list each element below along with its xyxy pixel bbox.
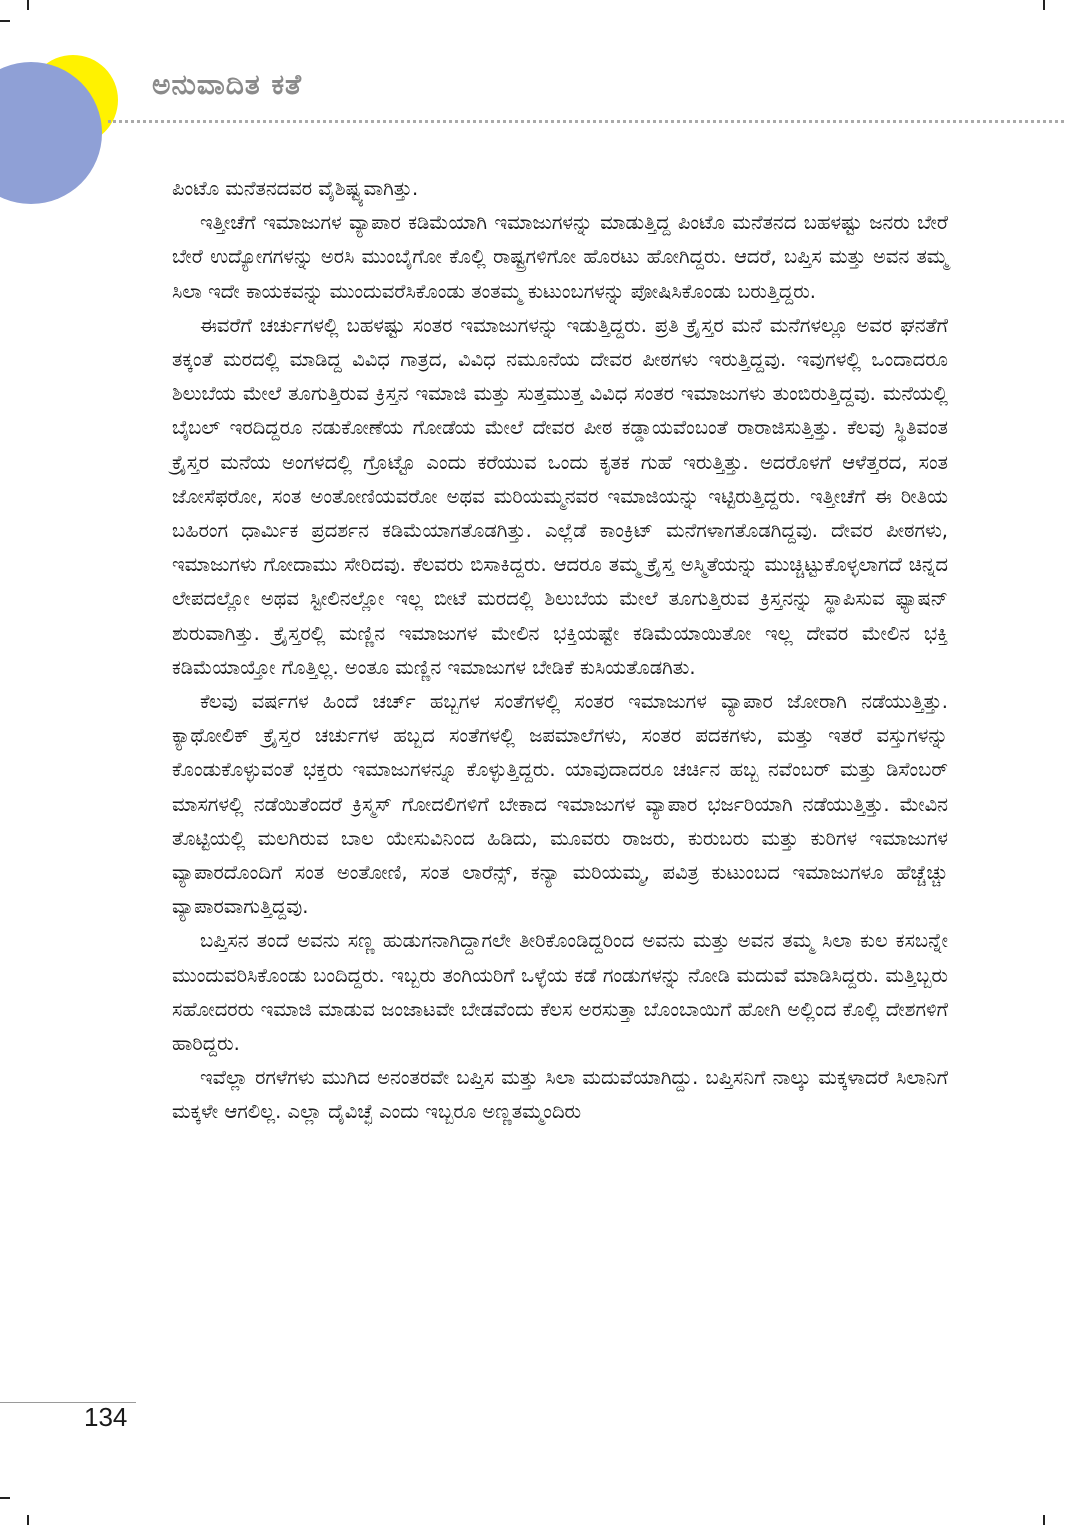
paragraph: ಪಿಂಟೊ ಮನೆತನದವರ ವೈಶಿಷ್ಟ್ಯವಾಗಿತ್ತು. xyxy=(172,177,419,200)
crop-mark-left-bottom xyxy=(0,1497,10,1499)
paragraph: ಇವೆಲ್ಲಾ ರಗಳೆಗಳು ಮುಗಿದ ಅನಂತರವೇ ಬಪ್ತಿಸ ಮತ್ತು ಸಿಲಾ ಮದುವೆಯಾಗಿದ್ದು. ಬಪ್ತಿಸನಿಗೆ ನಾಲ್ಕು ಮಕ್ಕಳಾದರೆ ಸಿಲಾನಿಗೆ ಮಕ್ಕಳೇ ಆಗಲಿಲ್ಲ. ಎಲ್ಲಾ ದೈವಿಚ್ಛೆ ಎಂದು ಇಬ್ಬರೂ ಅಣ್ಣತಮ್ಮಂದಿರು xyxy=(172,1066,948,1124)
crop-mark-bottom-right xyxy=(1043,1515,1045,1525)
crop-mark-top-left xyxy=(27,0,29,10)
page-number: 134 xyxy=(84,1402,128,1432)
paragraph: ಈವರೆಗೆ ಚರ್ಚುಗಳಲ್ಲಿ ಬಹಳಷ್ಟು ಸಂತರ ಇಮಾಜುಗಳನ್ನು ಇಡುತ್ತಿದ್ದರು. ಪ್ರತಿ ಕ್ರೈಸ್ತರ ಮನೆ ಮನೆಗಳಲ್ಲೂ ಅವರ ಘನತೆಗೆ ತಕ್ಕಂತೆ ಮರದಲ್ಲಿ ಮಾಡಿದ್ದ ವಿವಿಧ ಗಾತ್ರದ, ವಿವಿಧ ನಮೂನೆಯ ದೇವರ ಪೀಠಗಳು ಇರುತ್ತಿದ್ದವು. ಇವುಗಳಲ್ಲಿ ಒಂದಾದರೂ ಶಿಲುಬೆಯ ಮೇಲೆ ತೂಗುತ್ತಿರುವ ಕ್ರಿಸ್ತನ ಇಮಾಜಿ ಮತ್ತು ಸುತ್ತಮುತ್ತ ವಿವಿಧ ಸಂತರ ಇಮಾಜುಗಳು ತುಂಬಿರುತ್ತಿದ್ದವು. ಮನೆಯಲ್ಲಿ ಬೈಬಲ್ ಇರದಿದ್ದರೂ ನಡುಕೋಣೆಯ ಗೋಡೆಯ ಮೇಲೆ ದೇವರ ಪೀಠ ಕಡ್ಡಾಯವೆಂಬಂತೆ ರಾರಾಜಿಸುತ್ತಿತ್ತು. ಕೆಲವು ಸ್ಥಿತಿವಂತ ಕ್ರೈಸ್ತರ ಮನೆಯ ಅಂಗಳದಲ್ಲಿ ಗ್ರೊಟ್ಟೊ ಎಂದು ಕರೆಯುವ ಒಂದು ಕೃತಕ ಗುಹೆ ಇರುತ್ತಿತ್ತು. ಅದರೊಳಗೆ ಆಳೆತ್ತರದ, ಸಂತ ಜೋಸೆಫರೋ, ಸಂತ ಅಂತೋಣಿಯವರೋ ಅಥವ ಮರಿಯಮ್ಮನವರ ಇಮಾಜಿಯನ್ನು ಇಟ್ಟಿರುತ್ತಿದ್ದರು. ಇತ್ತೀಚೆಗೆ ಈ ರೀತಿಯ ಬಹಿರಂಗ ಧಾರ್ಮಿಕ ಪ್ರದರ್ಶನ ಕಡಿಮೆಯಾಗತೊಡಗಿತ್ತು. ಎಲ್ಲೆಡೆ ಕಾಂಕ್ರಿಟ್ ಮನೆಗಳಾಗತೊಡಗಿದ್ದವು. ದೇವರ ಪೀಠಗಳು, ಇಮಾಜುಗಳು ಗೋದಾಮು ಸೇರಿದವು. ಕೆಲವರು ಬಿಸಾಕಿದ್ದರು. ಆದರೂ ತಮ್ಮ ಕ್ರೈಸ್ತ ಅಸ್ಮಿತೆಯನ್ನು ಮುಚ್ಚಿಟ್ಟುಕೊಳ್ಳಲಾಗದೆ ಚಿನ್ನದ ಲೇಪದಲ್ಲೋ ಅಥವ ಸ್ಟೀಲಿನಲ್ಲೋ ಇಲ್ಲ ಬೀಟೆ ಮರದಲ್ಲಿ ಶಿಲುಬೆಯ ಮೇಲೆ ತೂಗುತ್ತಿರುವ ಕ್ರಿಸ್ತನನ್ನು ಸ್ಥಾಪಿಸುವ ಫ್ಯಾಷನ್ ಶುರುವಾಗಿತ್ತು. ಕ್ರೈಸ್ತರಲ್ಲಿ ಮಣ್ಣಿನ ಇಮಾಜುಗಳ ಮೇಲಿನ ಭಕ್ತಿಯಷ್ಟೇ ಕಡಿಮೆಯಾಯಿತೋ ಇಲ್ಲ ದೇವರ ಮೇಲಿನ ಭಕ್ತಿ ಕಡಿಮೆಯಾಯ್ತೋ ಗೊತ್ತಿಲ್ಲ. ಅಂತೂ ಮಣ್ಣಿನ ಇಮಾಜುಗಳ ಬೇಡಿಕೆ ಕುಸಿಯತೊಡಗಿತು. xyxy=(172,313,948,679)
header-dotted-rule xyxy=(108,120,1064,123)
paragraph: ಇತ್ತೀಚೆಗೆ ಇಮಾಜುಗಳ ವ್ಯಾಪಾರ ಕಡಿಮೆಯಾಗಿ ಇಮಾಜುಗಳನ್ನು ಮಾಡುತ್ತಿದ್ದ ಪಿಂಟೊ ಮನೆತನದ ಬಹಳಷ್ಟು ಜನರು ಬೇರೆ ಬೇರೆ ಉದ್ಯೋಗಗಳನ್ನು ಅರಸಿ ಮುಂಬೈಗೋ ಕೊಲ್ಲಿ ರಾಷ್ಟ್ರಗಳಿಗೋ ಹೊರಟು ಹೋಗಿದ್ದರು. ಆದರೆ, ಬಪ್ತಿಸ ಮತ್ತು ಅವನ ತಮ್ಮ ಸಿಲಾ ಇದೇ ಕಾಯಕವನ್ನು ಮುಂದುವರೆಸಿಕೊಂಡು ತಂತಮ್ಮ ಕುಟುಂಬಗಳನ್ನು ಪೋಷಿಸಿಕೊಂಡು ಬರುತ್ತಿದ್ದರು. xyxy=(172,211,948,303)
paragraph: ಬಪ್ತಿಸನ ತಂದೆ ಅವನು ಸಣ್ಣ ಹುಡುಗನಾಗಿದ್ದಾಗಲೇ ತೀರಿಕೊಂಡಿದ್ದರಿಂದ ಅವನು ಮತ್ತು ಅವನ ತಮ್ಮ ಸಿಲಾ ಕುಲ ಕಸಬನ್ನೇ ಮುಂದುವರಿಸಿಕೊಂಡು ಬಂದಿದ್ದರು. ಇಬ್ಬರು ತಂಗಿಯರಿಗೆ ಒಳ್ಳೆಯ ಕಡೆ ಗಂಡುಗಳನ್ನು ನೋಡಿ ಮದುವೆ ಮಾಡಿಸಿದ್ದರು. ಮತ್ತಿಬ್ಬರು ಸಹೋದರರು ಇಮಾಜಿ ಮಾಡುವ ಜಂಜಾಟವೇ ಬೇಡವೆಂದು ಕೆಲಸ ಅರಸುತ್ತಾ ಬೊಂಬಾಯಿಗೆ ಹೋಗಿ ಅಲ್ಲಿಂದ ಕೊಲ್ಲಿ ದೇಶಗಳಿಗೆ ಹಾರಿದ್ದರು. xyxy=(172,929,948,1056)
crop-mark-top-right xyxy=(1043,0,1045,10)
crop-mark-bottom-left xyxy=(27,1515,29,1525)
story-body xyxy=(172,172,948,1130)
section-title: ಅನುವಾದಿತ ಕತೆ xyxy=(152,68,303,101)
crop-mark-left-top xyxy=(0,20,10,22)
paragraph: ಕೆಲವು ವರ್ಷಗಳ ಹಿಂದೆ ಚರ್ಚ್ ಹಬ್ಬಗಳ ಸಂತೆಗಳಲ್ಲಿ ಸಂತರ ಇಮಾಜುಗಳ ವ್ಯಾಪಾರ ಜೋರಾಗಿ ನಡೆಯುತ್ತಿತ್ತು. ಕ್ಯಾಥೋಲಿಕ್ ಕ್ರೈಸ್ತರ ಚರ್ಚುಗಳ ಹಬ್ಬದ ಸಂತೆಗಳಲ್ಲಿ ಜಪಮಾಲೆಗಳು, ಸಂತರ ಪದಕಗಳು, ಮತ್ತು ಇತರೆ ವಸ್ತುಗಳನ್ನು ಕೊಂಡುಕೊಳ್ಳುವಂತೆ ಭಕ್ತರು ಇಮಾಜುಗಳನ್ನೂ ಕೊಳ್ಳುತ್ತಿದ್ದರು. ಯಾವುದಾದರೂ ಚರ್ಚಿನ ಹಬ್ಬ ನವೆಂಬರ್ ಮತ್ತು ಡಿಸೆಂಬರ್ ಮಾಸಗಳಲ್ಲಿ ನಡೆಯಿತೆಂದರೆ ಕ್ರಿಸ್ಮಸ್ ಗೋದಲಿಗಳಿಗೆ ಬೇಕಾದ ಇಮಾಜುಗಳ ವ್ಯಾಪಾರ ಭರ್ಜರಿಯಾಗಿ ನಡೆಯುತ್ತಿತ್ತು. ಮೇವಿನ ತೊಟ್ಟಿಯಲ್ಲಿ ಮಲಗಿರುವ ಬಾಲ ಯೇಸುವಿನಿಂದ ಹಿಡಿದು, ಮೂವರು ರಾಜರು, ಕುರುಬರು ಮತ್ತು ಕುರಿಗಳ ಇಮಾಜುಗಳ ವ್ಯಾಪಾರದೊಂದಿಗೆ ಸಂತ ಅಂತೋಣಿ, ಸಂತ ಲಾರೆನ್ಸ್, ಕನ್ಯಾ ಮರಿಯಮ್ಮ, ಪವಿತ್ರ ಕುಟುಂಬದ ಇಮಾಜುಗಳೂ ಹೆಚ್ಚೆಚ್ಚು ವ್ಯಾಪಾರವಾಗುತ್ತಿದ್ದವು. xyxy=(172,690,948,919)
